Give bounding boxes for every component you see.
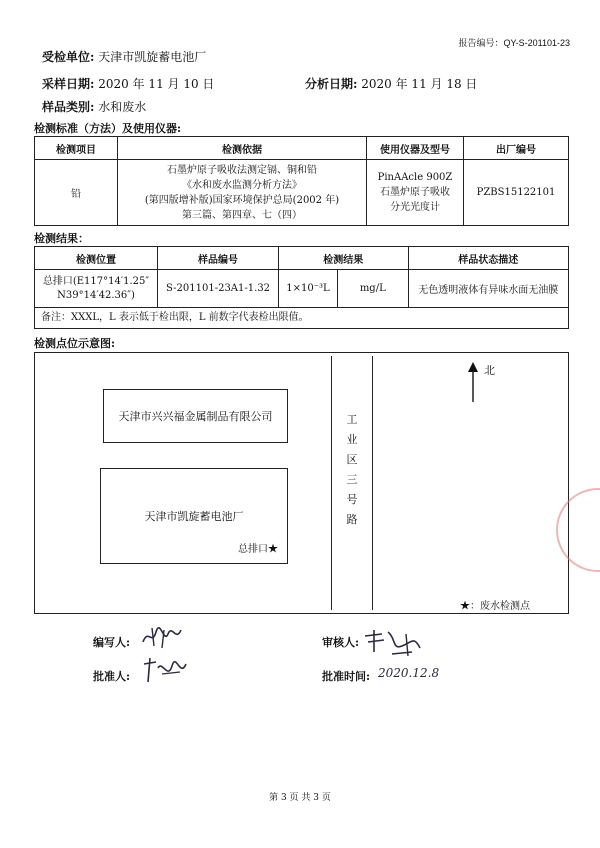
location-line: N39°14′42.36″) [57, 289, 135, 301]
approve-date-label: 批准时间: [322, 670, 371, 683]
table-header: 检测依据 [118, 137, 367, 160]
unit-cell: mg/L [338, 270, 409, 308]
sample-no-cell: S-201101-23A1-1.32 [158, 270, 279, 308]
report-number: 报告编号：QY-S-201101-23 [458, 38, 570, 48]
basis-line: 第三篇、第四章、七（四） [182, 209, 302, 221]
table-header: 样品编号 [158, 247, 279, 270]
standards-section-title: 检测标准（方法）及使用仪器: [34, 122, 182, 135]
reviewer-label: 审核人: [322, 636, 360, 649]
sampling-date-value: 2020 年 11 月 10 日 [98, 77, 215, 91]
sample-type-label: 样品类别: [42, 100, 95, 114]
table-header: 出厂编号 [464, 137, 569, 160]
client-value: 天津市凯旋蓄电池厂 [98, 50, 207, 64]
result-cell: 1×10⁻³L [279, 270, 338, 308]
basis-line: 石墨炉原子吸收法测定镉、铜和铅 [167, 164, 317, 176]
north-label: 北 [484, 364, 495, 377]
sampling-date-label: 采样日期: [42, 77, 95, 91]
results-table [34, 246, 569, 308]
analysis-date-row [305, 75, 477, 92]
instrument-line: PinAAcle 900Z [377, 172, 453, 183]
road-char: 区 [346, 453, 358, 466]
location-cell [35, 270, 158, 308]
sample-type-row [42, 98, 146, 115]
sample-type-value: 水和废水 [98, 100, 147, 114]
basis-line: 《水和废水监测分析方法》 [182, 179, 302, 191]
table-header: 检测位置 [35, 247, 158, 270]
road-char: 号 [346, 493, 358, 506]
table-header: 检测项目 [35, 137, 118, 160]
analysis-date-value: 2020 年 11 月 18 日 [361, 77, 478, 91]
instrument-line: 分光光度计 [390, 202, 440, 213]
approver-label: 批准人: [93, 670, 131, 683]
results-section-title: 检测结果： [34, 232, 89, 245]
table-header: 检测结果 [279, 247, 409, 270]
reviewer-signature-icon [362, 626, 424, 658]
table-header-row [35, 137, 569, 160]
road-char: 路 [346, 513, 358, 526]
approve-date-value: 2020.12.8 [378, 666, 440, 680]
approver-signature-icon [140, 656, 188, 686]
road-char: 业 [346, 433, 358, 446]
item-cell: 铅 [35, 160, 118, 226]
basis-line: (第四版增补版)国家环境保护总局(2002 年) [144, 194, 340, 206]
table-header-row [35, 247, 569, 270]
sampling-date-row [42, 75, 214, 92]
map-legend: ★：废水检测点 [460, 601, 530, 612]
table-header: 使用仪器及型号 [367, 137, 464, 160]
state-cell: 无色透明液体有异味水面无油膜 [408, 270, 568, 308]
writer-label: 编写人: [93, 636, 131, 649]
outlet-marker: 总排口★ [238, 544, 278, 555]
road-char: 工 [346, 413, 358, 426]
serial-cell: PZBS15122101 [464, 160, 569, 226]
map-section-title: 检测点位示意图: [34, 337, 116, 350]
location-line: 总排口(E117°14′1.25″ [42, 275, 150, 287]
neighbor-company-name: 天津市兴兴福金属制品有限公司 [118, 410, 273, 423]
writer-signature-icon [140, 624, 184, 650]
road-label [345, 410, 359, 530]
table-header: 样品状态描述 [408, 247, 568, 270]
plant-name: 天津市凯旋蓄电池厂 [144, 510, 244, 523]
remark: 备注：XXXL，L 表示低于检出限，L 前数字代表检出限值。 [34, 307, 569, 329]
client-label: 受检单位: [42, 50, 95, 64]
client-row [42, 48, 206, 65]
table-row [35, 270, 569, 308]
analysis-date-label: 分析日期: [305, 77, 358, 91]
neighbor-company-box [103, 389, 288, 443]
instrument-line: 石墨炉原子吸收 [380, 187, 450, 198]
basis-cell [118, 160, 367, 226]
table-row [35, 160, 569, 226]
instrument-cell [367, 160, 464, 226]
road-char: 三 [346, 473, 358, 486]
north-arrow-icon [466, 362, 480, 404]
standards-table [34, 136, 569, 226]
page-footer: 第 3 页 共 3 页 [269, 793, 331, 803]
